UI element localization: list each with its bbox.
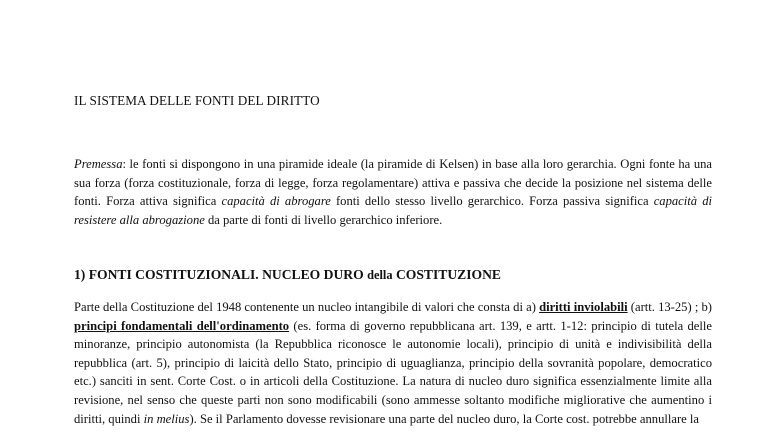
- section-heading-end: COSTITUZIONE: [392, 267, 501, 282]
- diritti-inviolabili-term: diritti inviolabili: [539, 300, 628, 314]
- nucleo-duro-paragraph: [74, 298, 712, 428]
- principi-fondamentali-term: principi fondamentali dell'ordinamento: [74, 318, 290, 333]
- body-text-2: (artt. 13-25) ; b): [627, 300, 712, 314]
- body-text-3: (es. forma di governo repubblicana art. 139, e artt. 1-12: principio di tutela delle minoranze, principio autonomista (la Repubblica riconosce le autonomie locali), principio di unità e indivisibilità della repubblica (art. 5), principio di laicità dello Stato, principio di uguaglianza, principio della sovranità popolare, democratico etc.) sanciti in sent. Corte Cost. o in articoli della Costituzione. La natura di nucleo duro significa essenzialmente limite alla revisione, nel senso che queste parti non sono modificabili (sono ammesse soltanto modifiche migliorative che aumentino i diritti, quindi: [74, 318, 712, 426]
- body-text-4: ). Se il Parlamento dovesse revisionare una parte del nucleo duro, la Corte cost. potrebbe annullare la: [189, 411, 699, 426]
- premessa-text-2: fonti dello stesso livello gerarchico. Forza passiva significa: [330, 194, 654, 209]
- document-page: [74, 0, 714, 441]
- premessa-emphasis-2: capacità di resistere alla abrogazione: [74, 194, 712, 227]
- section-heading-main: 1) FONTI COSTITUZIONALI. NUCLEO DURO: [74, 267, 368, 282]
- premessa-label: Premessa: [74, 157, 123, 171]
- premessa-text-1: : le fonti si dispongono in una piramide ideale (la piramide di Kelsen) in base alla loro gerarchia. Ogni fonte ha una sua forza (forza costituzionale, forza di legge, forza regolamentare) attiva e passiva che decide la posizione nel sistema delle fonti. Forza attiva significa: [74, 157, 712, 209]
- section-heading: [74, 267, 501, 283]
- premessa-paragraph: [74, 155, 712, 229]
- document-title: IL SISTEMA DELLE FONTI DEL DIRITTO: [74, 93, 320, 108]
- body-text-1: Parte della Costituzione del 1948 contenente un nucleo intangibile di valori che consta di a): [74, 300, 540, 314]
- premessa-emphasis-1: capacità di abrogare: [221, 194, 331, 209]
- section-heading-della: della: [367, 268, 393, 282]
- in-melius-term: in melius: [143, 411, 190, 426]
- premessa-text-3: da parte di fonti di livello gerarchico inferiore.: [204, 212, 443, 227]
